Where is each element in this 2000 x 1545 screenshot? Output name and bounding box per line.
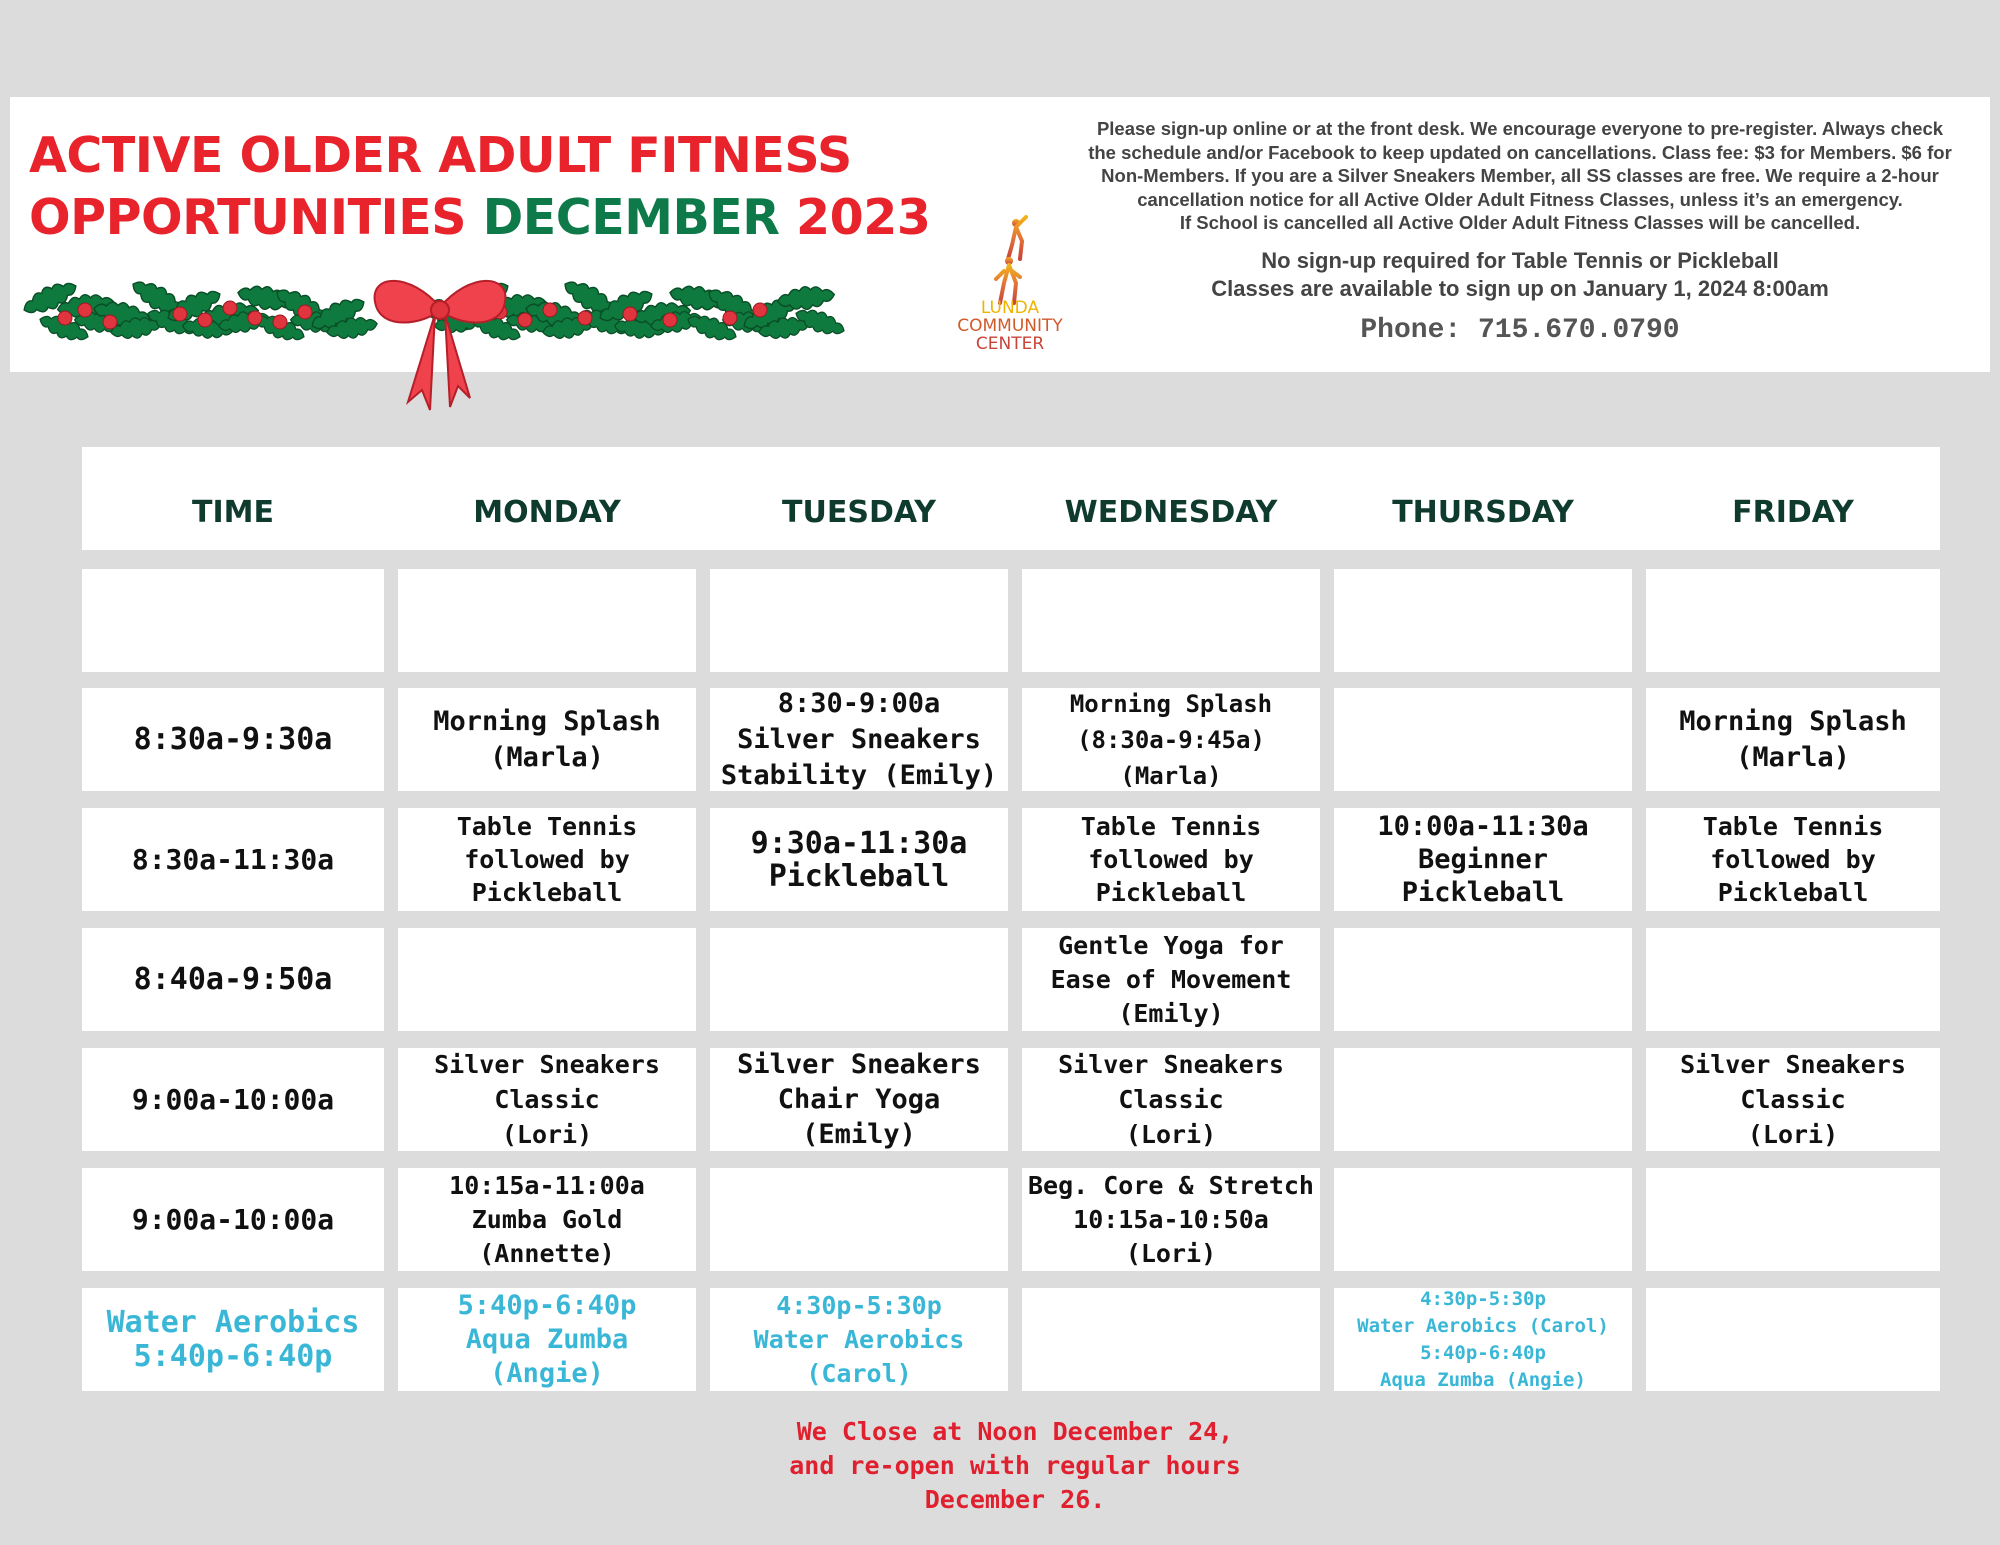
holly-berry-icon (663, 313, 677, 327)
time-label: 8:30a-9:30a (133, 721, 333, 757)
time-label: Water Aerobics 5:40p-6:40p (106, 1304, 360, 1374)
class-label: Beg. Core & Stretch 10:15a-10:50a (Lori) (1028, 1170, 1314, 1268)
logo-text-1: LUNDA (980, 298, 1040, 318)
holly-berry-icon (273, 315, 287, 329)
class-label: Silver Sneakers Classic (Lori) (1058, 1050, 1284, 1149)
schedule-cell-monday (398, 569, 696, 672)
day-header-wednesday: WEDNESDAY (1064, 495, 1278, 530)
schedule-cell-wednesday (1022, 1168, 1320, 1271)
schedule-cell-wednesday (1022, 1288, 1320, 1391)
schedule-cell-monday (398, 808, 696, 911)
page-title (29, 125, 930, 249)
schedule-cell-thursday (1334, 1168, 1632, 1271)
schedule-cell-wednesday (1022, 569, 1320, 672)
title-line-2-start: OPPORTUNITIES (29, 189, 483, 246)
class-label: Morning Splash (Marla) (433, 705, 661, 773)
schedule-cell-tuesday (710, 569, 1008, 672)
schedule-cell-monday (398, 1288, 696, 1391)
time-label: 8:30a-11:30a (131, 843, 335, 876)
class-label: Silver Sneakers Chair Yoga (Emily) (737, 1049, 981, 1150)
time-label: 9:00a-10:00a (131, 1202, 335, 1236)
day-header-friday: FRIDAY (1732, 495, 1854, 530)
time-cell (82, 569, 384, 672)
holly-berry-icon (223, 301, 237, 315)
holly-berry-icon (543, 303, 557, 317)
schedule-cell-friday (1646, 1168, 1940, 1271)
holly-berry-icon (173, 307, 187, 321)
schedule-cell-wednesday (1022, 688, 1320, 791)
class-label: Table Tennis followed by Pickleball (456, 812, 638, 907)
schedule-cell-tuesday (710, 1048, 1008, 1151)
lunda-logo (940, 215, 1080, 365)
info-paragraph: Please sign-up online or at the front desk. We encourage everyone to pre-register. Always check the schedule and/or Facebook to keep updated on cancellations. Class fee: $3 for Members. $6 for Non-Members. If you are a Silver Sneakers Member, all SS classes are free. We require a 2-hour cancellation notice for all Active Older Adult Fitness Classes, unless it’s an emergency. If School is cancelled all Active Older Adult Fitness Classes will be cancelled. (1088, 118, 1952, 233)
schedule-cell-friday (1646, 688, 1940, 791)
time-cell (82, 1288, 384, 1391)
holly-berry-icon (298, 305, 312, 319)
schedule-cell-tuesday (710, 1168, 1008, 1271)
schedule-cell-thursday (1334, 1288, 1632, 1391)
holly-berry-icon (518, 313, 532, 327)
holly-berry-icon (723, 311, 737, 325)
signup-note: No sign-up required for Table Tennis or Pickleball Classes are available to sign up on January 1, 2024 8:00am (1211, 247, 1829, 301)
holly-berry-icon (623, 307, 637, 321)
schedule-cell-wednesday (1022, 808, 1320, 911)
holly-berry-icon (578, 311, 592, 325)
day-header-time: TIME (192, 495, 274, 530)
class-label: 4:30p-5:30p Water Aerobics (Carol) (753, 1290, 965, 1388)
closing-notice: We Close at Noon December 24, and re-open with regular hours December 26. (789, 1417, 1241, 1514)
day-header-tuesday: TUESDAY (782, 495, 936, 530)
schedule-cell-thursday (1334, 569, 1632, 672)
day-header-thursday: THURSDAY (1392, 495, 1574, 530)
holly-berry-icon (198, 313, 212, 327)
time-cell (82, 1048, 384, 1151)
title-line-1: ACTIVE OLDER ADULT FITNESS (29, 127, 852, 184)
info-panel (1060, 117, 1980, 346)
logo-text-3: CENTER (975, 334, 1045, 354)
class-label: Silver Sneakers Classic (Lori) (434, 1050, 660, 1149)
schedule-cell-friday (1646, 928, 1940, 1031)
schedule-cell-monday (398, 928, 696, 1031)
red-bow-icon (375, 281, 506, 410)
class-label: 10:00a-11:30a Beginner Pickleball (1377, 811, 1589, 908)
schedule-cell-monday (398, 688, 696, 791)
class-label: Silver Sneakers Classic (Lori) (1680, 1050, 1906, 1149)
schedule-cell-monday (398, 1048, 696, 1151)
class-label: 9:30a-11:30a Pickleball (750, 825, 968, 894)
schedule-table (82, 447, 1940, 1391)
logo-text-2: COMMUNITY (957, 316, 1063, 336)
class-label: 4:30p-5:30p Water Aerobics (Carol) 5:40p-6:40p Aqua Zumba (Angie) (1357, 1288, 1609, 1391)
schedule-cell-tuesday (710, 808, 1008, 911)
schedule-cell-thursday (1334, 1048, 1632, 1151)
class-label: 5:40p-6:40p Aqua Zumba (Angie) (457, 1289, 637, 1389)
class-label: Table Tennis followed by Pickleball (1702, 812, 1884, 907)
schedule-cell-wednesday (1022, 928, 1320, 1031)
holly-berry-icon (248, 311, 262, 325)
schedule-cell-friday (1646, 569, 1940, 672)
logo-figures-icon (982, 215, 1042, 305)
holly-berry-icon (58, 311, 72, 325)
time-cell (82, 1168, 384, 1271)
schedule-cell-monday (398, 1168, 696, 1271)
class-label: Morning Splash (8:30a-9:45a) (Marla) (1069, 689, 1273, 790)
time-label: 8:40a-9:50a (133, 961, 333, 997)
class-label: Gentle Yoga for Ease of Movement (Emily) (1050, 930, 1292, 1028)
time-cell (82, 688, 384, 791)
schedule-cell-friday (1646, 808, 1940, 911)
title-year: 2023 (779, 189, 931, 246)
schedule-cell-thursday (1334, 808, 1632, 911)
header-banner (10, 97, 1990, 372)
class-label: Table Tennis followed by Pickleball (1080, 812, 1262, 907)
schedule-cell-tuesday (710, 928, 1008, 1031)
time-label: 9:00a-10:00a (131, 1083, 335, 1116)
day-header-monday: MONDAY (473, 495, 621, 530)
schedule-cell-friday (1646, 1288, 1940, 1391)
schedule-cell-thursday (1334, 928, 1632, 1031)
schedule-cell-wednesday (1022, 1048, 1320, 1151)
title-month: DECEMBER (482, 189, 780, 246)
class-label: 10:15a-11:00a Zumba Gold (Annette) (449, 1170, 645, 1268)
phone-number: Phone: 715.670.0790 (1360, 314, 1680, 346)
class-label: Morning Splash (Marla) (1679, 705, 1907, 773)
time-cell (82, 808, 384, 911)
holly-berry-icon (78, 303, 92, 317)
holly-berry-icon (753, 303, 767, 317)
class-label: 8:30-9:00a Silver Sneakers Stability (Emily) (720, 688, 998, 791)
schedule-cell-tuesday (710, 1288, 1008, 1391)
schedule-cell-friday (1646, 1048, 1940, 1151)
schedule-cell-thursday (1334, 688, 1632, 791)
time-cell (82, 928, 384, 1031)
schedule-cell-tuesday (710, 688, 1008, 791)
holly-berry-icon (103, 315, 117, 329)
